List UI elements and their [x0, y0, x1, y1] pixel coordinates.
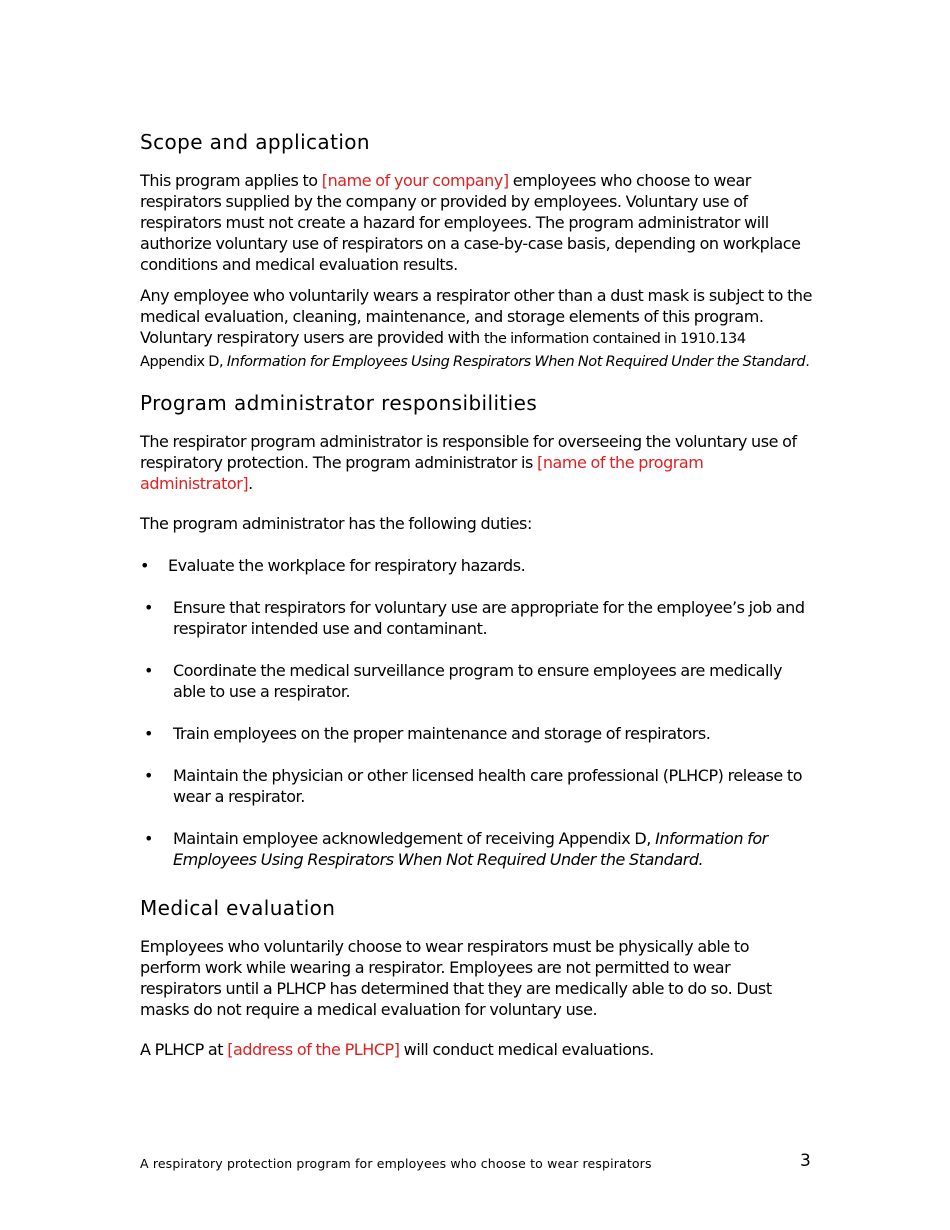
list-item: • Ensure that respirators for voluntary use are appropriate for the employee’s job and respirator intended use and contaminant. [144, 598, 805, 638]
document-page [140, 128, 812, 1070]
scope-heading: Scope and application [140, 130, 370, 154]
list-item: • Coordinate the medical surveillance program to ensure employees are medically able to use a respirator. [144, 661, 783, 701]
bullet-icon: • [140, 556, 149, 575]
medical-paragraph-2: A PLHCP at [address of the PLHCP] will conduct medical evaluations. [140, 1040, 654, 1059]
bullet-icon: • [144, 661, 153, 680]
admin-paragraph-2: The program administrator has the following duties: [140, 514, 532, 533]
scope-paragraph-2: Any employee who voluntarily wears a respirator other than a dust mask is subject to the medical evaluation, cleaning, maintenance, and storage elements of this program. Voluntary respiratory users are provided with the information contained in 1910.134 Appendix D, Information for Employees Using Respirators When Not Required Under the Standard. [140, 286, 813, 370]
administrator-name-placeholder: [name of the program administrator] [140, 453, 704, 493]
bullet-icon: • [144, 598, 153, 617]
duties-list [140, 555, 812, 870]
bullet-icon: • [144, 724, 153, 743]
medical-paragraph-1: Employees who voluntarily choose to wear respirators must be physically able to perform work while wearing a respirator. Employees are not permitted to wear respirators until a PLHCP has determined that they are medically able to do so. Dust masks do not require a medical evaluation for voluntary use. [140, 937, 772, 1019]
company-name-placeholder: [name of your company] [321, 171, 509, 190]
list-item: • Train employees on the proper maintenance and storage of respirators. [144, 724, 711, 743]
appendix-d-title: Information for Employees Using Respirators When Not Required Under the Standard. [173, 829, 768, 869]
plhcp-address-placeholder: [address of the PLHCP] [227, 1040, 400, 1059]
appendix-d-title: Information for Employees Using Respirators When Not Required Under the Standard [226, 354, 806, 370]
page-number: 3 [800, 1151, 811, 1171]
medical-heading: Medical evaluation [140, 896, 336, 920]
scope-paragraph-1: This program applies to [name of your company] employees who choose to wear respirators supplied by the company or provided by employees. Voluntary use of respirators must not create a hazard for employees. The program administrator will authorize voluntary use of respirators on a case-by-case basis, depending on workplace conditions and medical evaluation results. [140, 171, 801, 274]
list-item: • Maintain employee acknowledgement of receiving Appendix D, Information for Employees Using Respirators When Not Required Under the Standard. [144, 829, 768, 869]
admin-heading: Program administrator responsibilities [140, 391, 538, 415]
footer-text: A respiratory protection program for employees who choose to wear respirators [140, 1156, 652, 1171]
list-item: • Maintain the physician or other licensed health care professional (PLHCP) release to wear a respirator. [144, 766, 803, 806]
admin-paragraph-1: The respirator program administrator is responsible for overseeing the voluntary use of respiratory protection. The program administrator is [name of the program administrator]. [140, 432, 797, 493]
bullet-icon: • [144, 766, 153, 785]
bullet-icon: • [144, 829, 153, 848]
list-item: • Evaluate the workplace for respiratory hazards. [140, 556, 526, 575]
